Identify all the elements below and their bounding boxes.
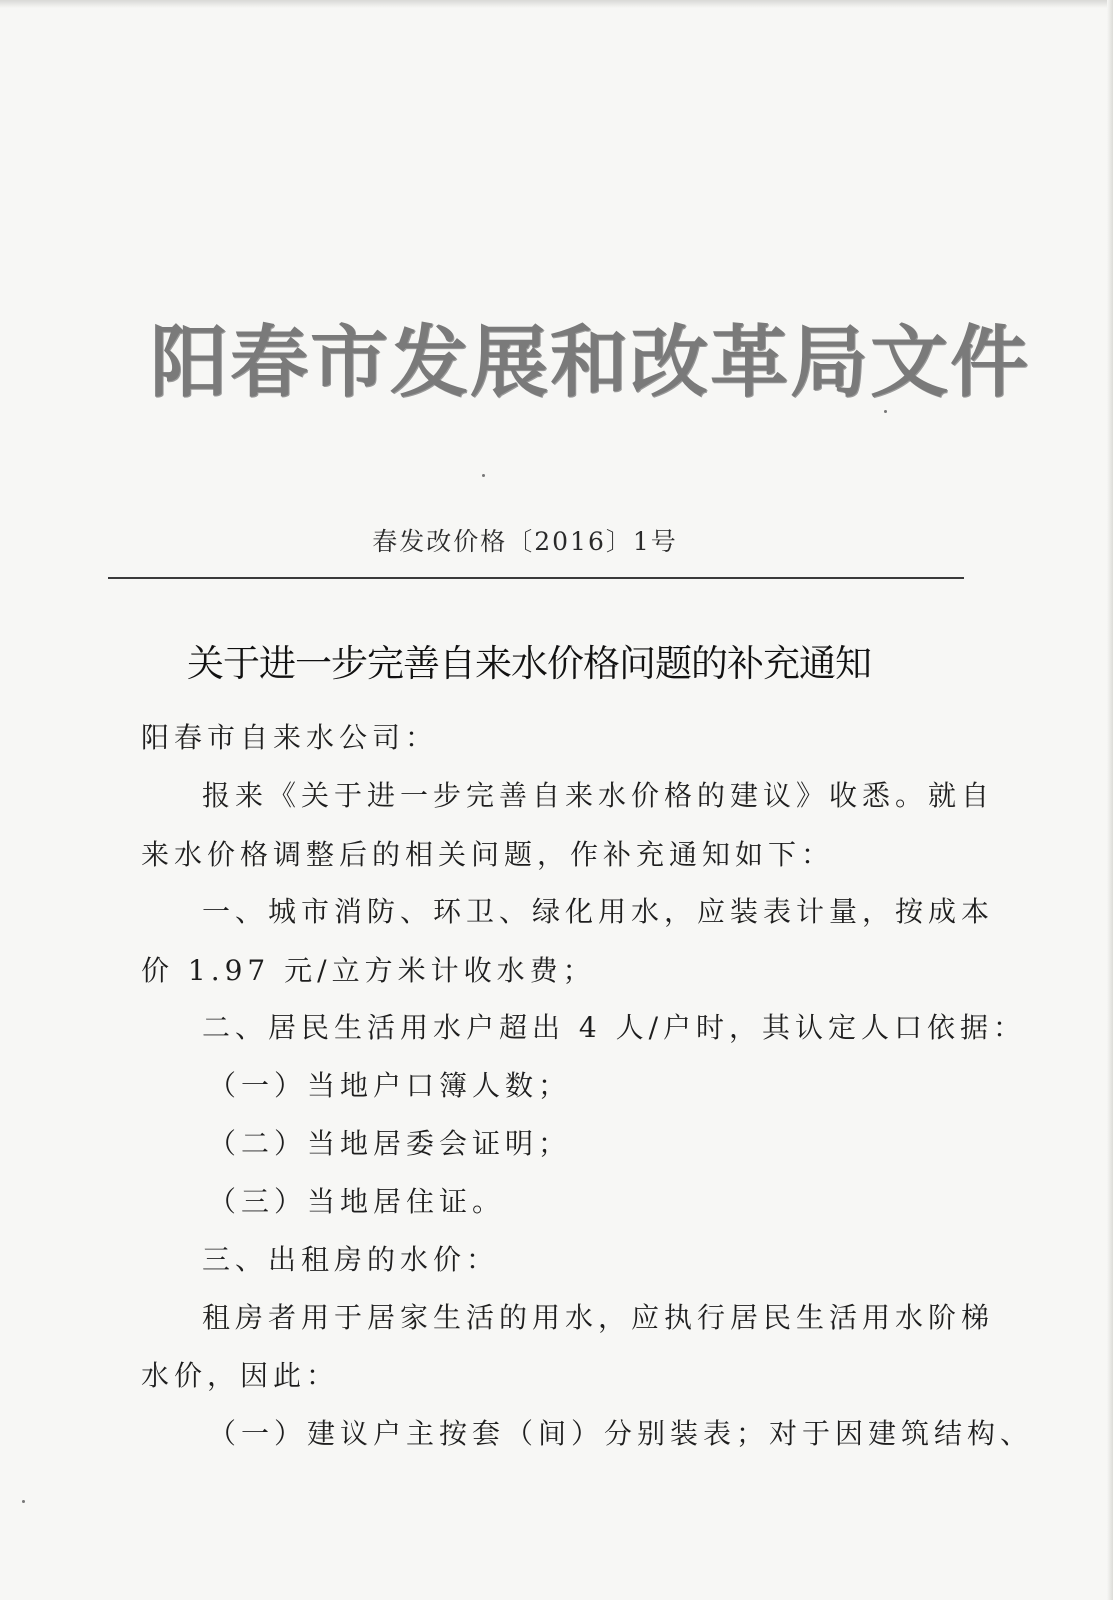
list-item-line: （三）当地居住证。 bbox=[208, 1185, 506, 1218]
header-divider-line bbox=[108, 577, 964, 579]
list-item-line: （一）当地户口簿人数； bbox=[208, 1069, 572, 1102]
scan-speck bbox=[482, 474, 485, 477]
list-item-line: （二）当地居委会证明； bbox=[208, 1127, 572, 1160]
list-item-line: （一）建议户主按套（间）分别装表；对于因建筑结构、 bbox=[208, 1417, 1034, 1450]
paragraph-line: 报来《关于进一步完善自来水价格的建议》收悉。就自 bbox=[202, 779, 995, 812]
addressee-line: 阳春市自来水公司： bbox=[141, 721, 439, 754]
paragraph-line: 一、城市消防、环卫、绿化用水，应装表计量，按成本 bbox=[202, 895, 995, 928]
paragraph-line: 水价，因此： bbox=[141, 1359, 340, 1392]
scan-right-edge bbox=[1107, 0, 1113, 1600]
section-heading-line: 三、出租房的水价： bbox=[202, 1243, 500, 1276]
issuer-header-title: 阳春市发展和改革局文件 bbox=[150, 317, 1031, 408]
paragraph-line: 价 1.97 元/立方米计收水费； bbox=[141, 954, 596, 987]
notice-title: 关于进一步完善自来水价格问题的补充通知 bbox=[187, 642, 871, 685]
scan-speck bbox=[22, 1500, 25, 1503]
document-number: 春发改价格〔2016〕1号 bbox=[372, 527, 678, 556]
paragraph-line: 二、居民生活用水户超出 4 人/户时，其认定人口依据： bbox=[202, 1011, 1027, 1044]
paragraph-line: 租房者用于居家生活的用水，应执行居民生活用水阶梯 bbox=[202, 1301, 995, 1334]
scan-top-edge bbox=[0, 0, 1113, 8]
scan-speck bbox=[884, 410, 887, 413]
paragraph-line: 来水价格调整后的相关问题，作补充通知如下： bbox=[141, 838, 835, 871]
